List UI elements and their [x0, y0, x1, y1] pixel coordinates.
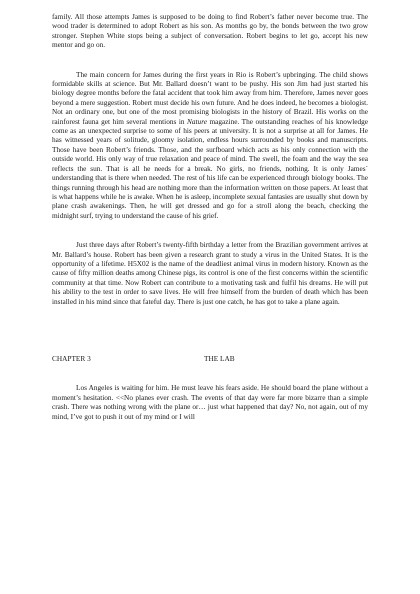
paragraph-2-after: magazine. The outstanding reaches of his knowledge come as an unexpected surprise to some of his peers at university. It is not a surprise at all for James. He has witnessed years of solitude, gloomy isolation, endless hours surrounded by books and manuscripts. Those have been Robert’s friends. Those, and the surfboard which acts as his only connection with the outside world. His only way of true relaxation and peace of mind. The swell, the foam and the way the sea reflects the sun. That is all he needs for a break. No girls, no friends, nothing. It is only James´ understanding that is there when needed. The rest of his life can be experienced through biology books. The things running through his head are nothing more than the information written on those papers. At least that is what happens while he is awake. When he is asleep, incomplete sexual fantasies are usually shut down by plane crash awakenings. Then, he will get dressed and go for a stroll along the beach, checking the midnight surf, trying to understand the cause of his grief. [52, 116, 368, 220]
magazine-title: Nature [187, 116, 207, 126]
paragraph-2 [52, 70, 368, 221]
paragraph-4: Los Angeles is waiting for him. He must leave his fears aside. He should board the plane without a moment’s hesitation. <<No planes ever crash. The events of that day were far more bizarre than a simple crash. There was nothing wrong with the plane or… just what happened that day? No, not again, out of my mind, I’ve got to push it out of my mind or I will [52, 383, 368, 421]
chapter-heading [52, 354, 368, 363]
chapter-title: THE LAB [204, 353, 235, 363]
chapter-number: CHAPTER 3 [52, 353, 91, 363]
paragraph-1: family. All those attempts James is supposed to be doing to find Robert’s father never become true. The wood trader is determined to adopt Robert as his son. As months go by, the bonds between the two grow stronger. Stephen White stops being a subject of conversation. Robert begins to let go, accept his new mentor and go on. [52, 12, 368, 50]
paragraph-3: Just three days after Robert’s twenty-fifth birthday a letter from the Brazilian government arrives at Mr. Ballard’s house. Robert has been given a research grant to study a virus in the United States. It is the opportunity of a lifetime. H5X02 is the name of the deadliest animal virus in modern history. Known as the cause of fifty million deaths among Chinese pigs, its control is one of the first concerns within the scientific community at that time. Now Robert can contribute to a motivating task and fulfil his dreams. He will put his ability to the test in order to save lives. He will free himself from the burden of death which has been installed in his mind since that fateful day. There is just one catch, he has got to take a plane again. [52, 240, 368, 306]
paragraph-2-before: The main concern for James during the first years in Rio is Robert’s upbringing. The child shows formidable skills at science. But Mr. Ballard doesn’t want to be pushy. His son Jim had just started his biology degree months before the fatal accident that took him away from him. Therefore, James never goes beyond a mere suggestion. Robert must decide his own future. And he does indeed, he becomes a biologist. Not an ordinary one, but one of the most promising biologists in the history of Brazil. His works on the rainforest fauna get him several mentions in [52, 69, 368, 126]
